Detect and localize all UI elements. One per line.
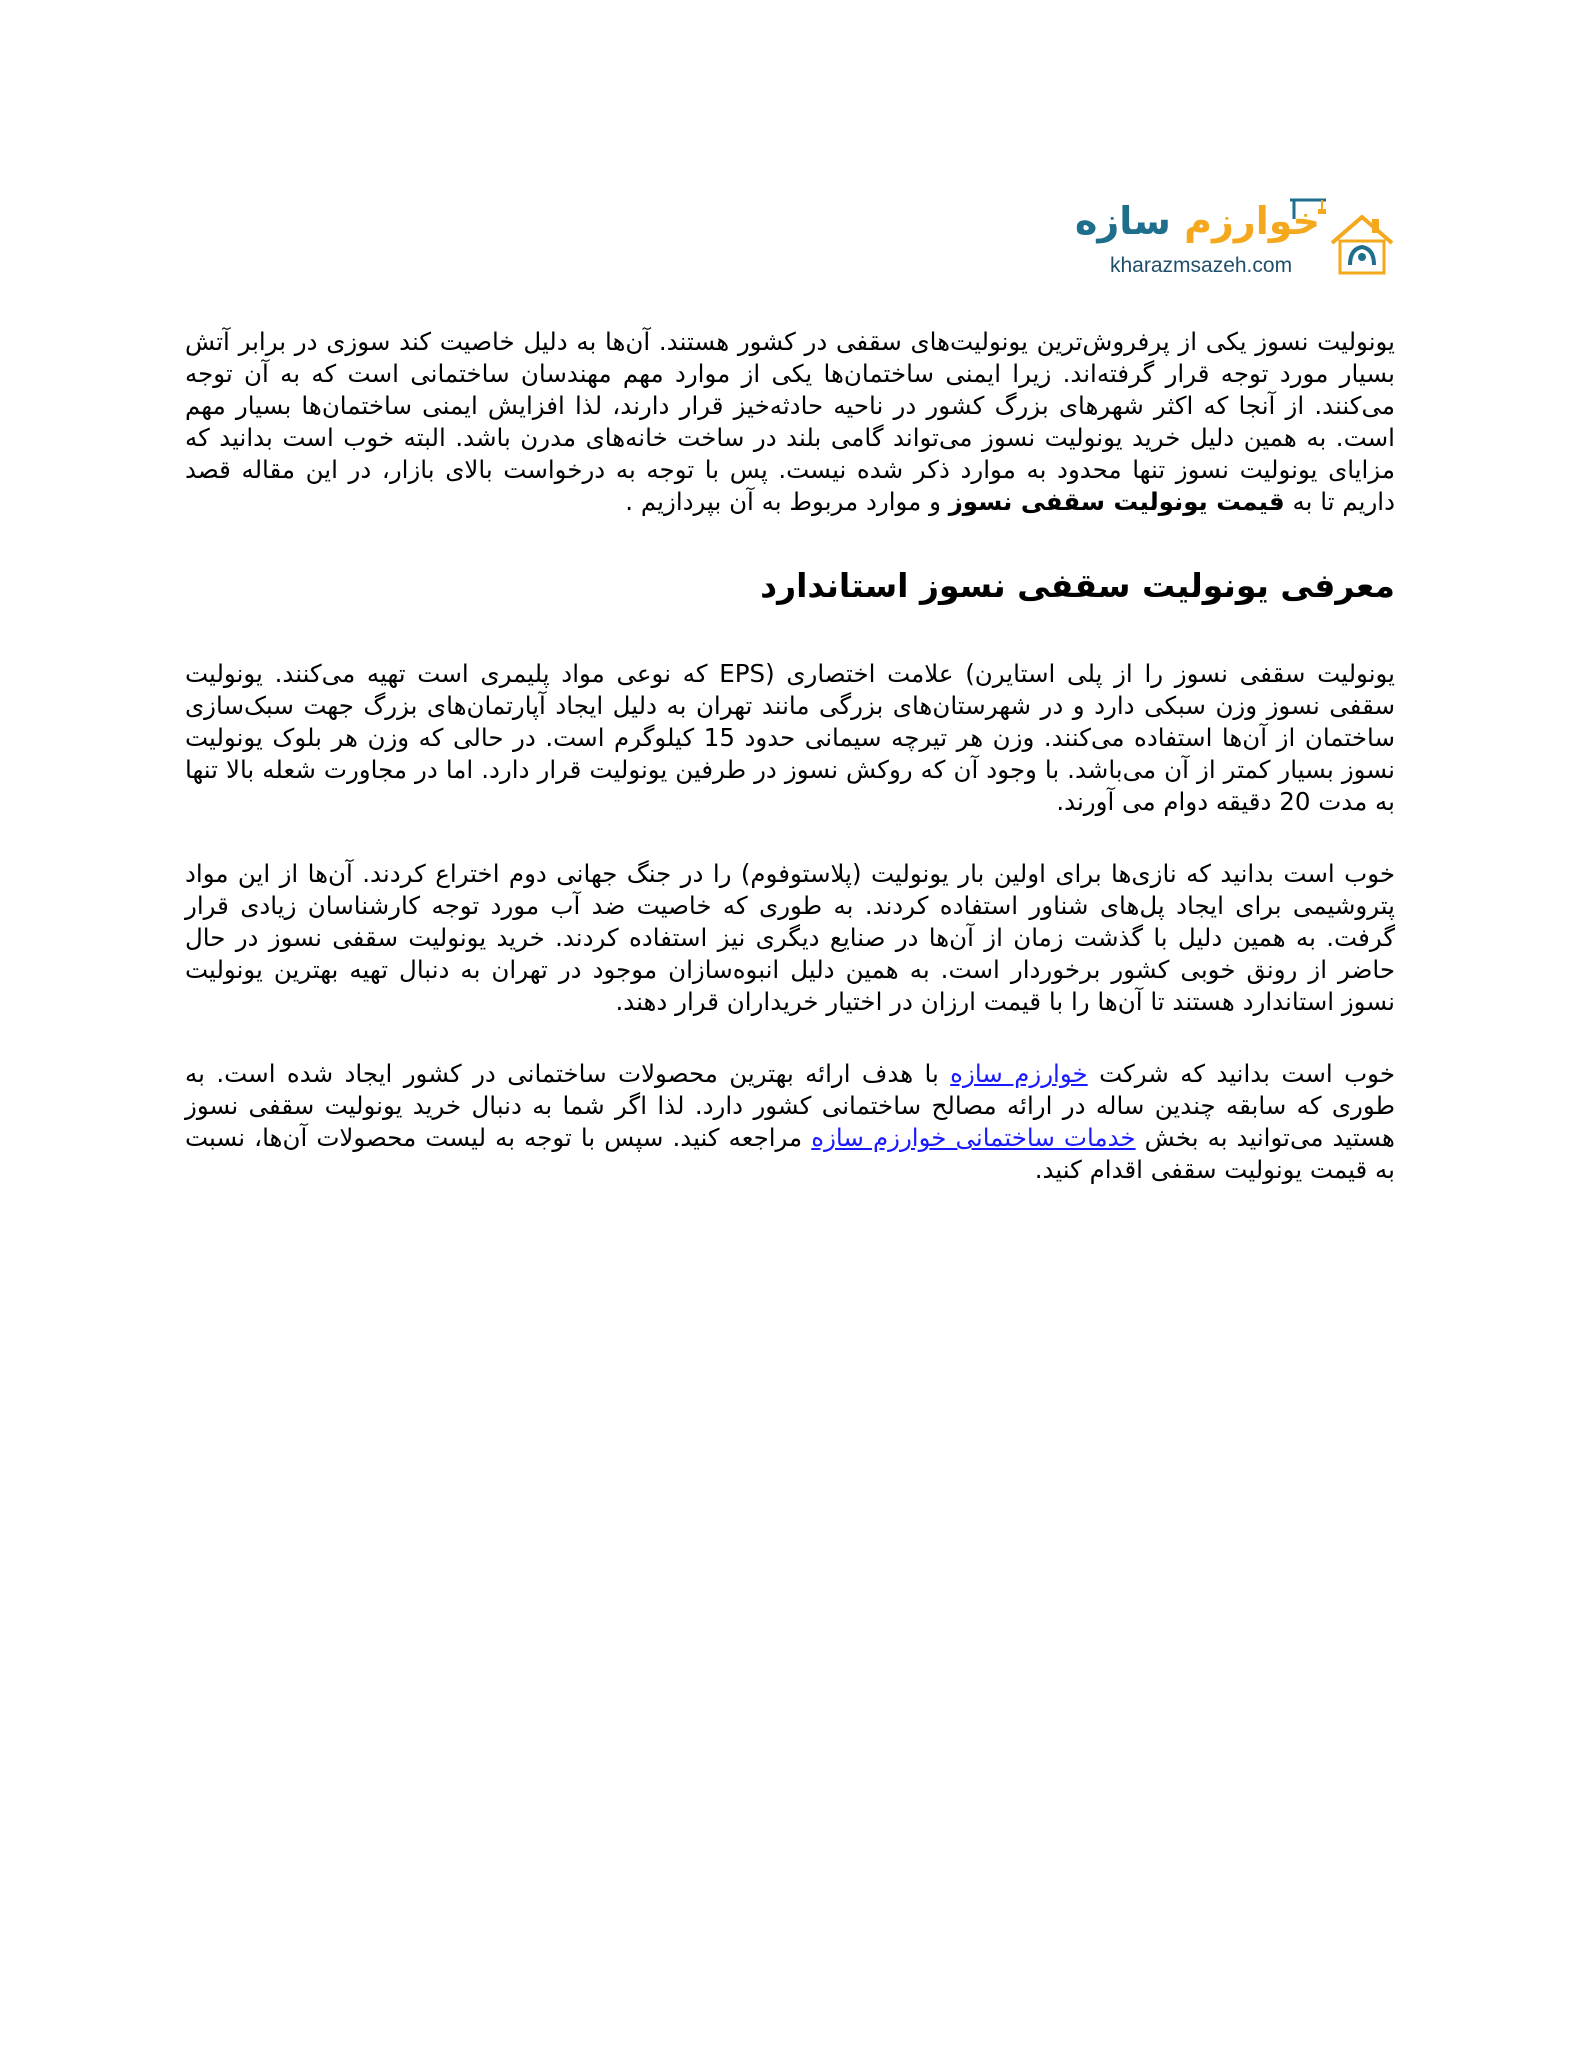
- paragraph-1: یونولیت سقفی نسوز را از پلی استایرن) علامت اختصاری (EPS که نوعی مواد پلیمری است تهیه می‌کنند. یونولیت سقفی نسوز وزن سبکی دارد و در شهرستان‌های بزرگی مانند تهران به دلیل ایجاد آپارتمان‌های بزرگ جهت سبک‌سازی ساختمان از آن‌ها استفاده می‌کنند. وزن هر تیرچه سیمانی حدود 15 کیلوگرم است. در حالی که وزن هر بلوک یونولیت نسوز بسیار کمتر از آن می‌باشد. با وجود آن که روکش نسوز در طرفین یونولیت قرار دارد. اما در مجاورت شعله بالا تنها به مدت 20 دقیقه دوام می آورند.: [185, 659, 1395, 816]
- brand-name: [1075, 199, 1320, 243]
- brand-name-part2: سازه: [1074, 199, 1171, 243]
- intro-text: یونولیت نسوز یکی از پرفروش‌ترین یونولیت‌های سقفی در کشور هستند. آن‌ها به دلیل خاصیت کند سوزی در برابر آتش بسیار مورد توجه قرار گرفته‌اند. زیرا ایمنی ساختمان‌ها یکی از موارد مهم مهندسان ساختمانی است که به آن توجه می‌کنند. از آنجا که اکثر شهرهای بزرگ کشور در ناحیه حادثه‌خیز قرار دارند، لذا افزایش ایمنی ساختمان‌ها بسیار مهم است. به همین دلیل خرید یونولیت نسوز می‌تواند گامی بلند در ساخت خانه‌های مدرن باشد. البته خوب است بدانید که مزایای یونولیت نسوز تنها محدود به موارد ذکر شده نیست. پس با توجه به درخواست بالای بازار، در این مقاله قصد داریم تا به: [185, 327, 1395, 516]
- intro-text-end: و موارد مربوط به آن بپردازیم .: [625, 487, 941, 516]
- logo[interactable]: [1074, 197, 1398, 287]
- article-body: [185, 326, 1395, 1226]
- paragraph-3: [185, 1058, 1395, 1186]
- paragraph-3-text-3: مراجعه کنید. سپس با توجه به لیست محصولات آن‌ها، نسبت به قیمت یونولیت سقفی اقدام کنید.: [185, 1123, 1395, 1184]
- paragraph-2: خوب است بدانید که نازی‌ها برای اولین بار یونولیت (پلاستوفوم) را در جنگ جهانی دوم اختراع کردند. آن‌ها از این مواد پتروشیمی برای ایجاد پل‌های شناور استفاده کردند. به طوری که خاصیت ضد آب مورد توجه کارشناسان زیادی قرار گرفت. به همین دلیل با گذشت زمان از آن‌ها در صنایع دیگری نیز استفاده کردند. خرید یونولیت سقفی نسوز در حال حاضر از رونق خوبی کشور برخوردار است. به همین دلیل انبوه‌سازان موجود در تهران به دنبال تهیه بهترین یونولیت نسوز استاندارد هستند تا آن‌ها را با قیمت ارزان در اختیار خریداران قرار دهند.: [185, 859, 1395, 1016]
- company-link[interactable]: خوارزم سازه: [950, 1059, 1088, 1088]
- brand-domain: kharazmsazeh.com: [1110, 254, 1293, 277]
- services-link[interactable]: خدمات ساختمانی خوارزم سازه: [811, 1123, 1136, 1152]
- intro-bold-keyword: قیمت یونولیت سقفی نسوز: [948, 487, 1285, 516]
- brand-name-part1: خوارزم: [1184, 199, 1320, 243]
- house-icon: [1328, 211, 1396, 275]
- paragraph-3-text-2: با هدف ارائه بهترین محصولات ساختمانی در کشور ایجاد شده است. به طوری که سابقه چندین ساله در ارائه مصالح ساختمانی کشور دارد. لذا اگر شما به دنبال خرید یونولیت سقفی نسوز هستید می‌توانید به بخش: [185, 1059, 1395, 1152]
- section-heading: معرفی یونولیت سقفی نسوز استاندارد: [760, 566, 1395, 605]
- intro-paragraph: [185, 326, 1395, 518]
- paragraph-3-text-1: خوب است بدانید که شرکت: [1099, 1059, 1395, 1088]
